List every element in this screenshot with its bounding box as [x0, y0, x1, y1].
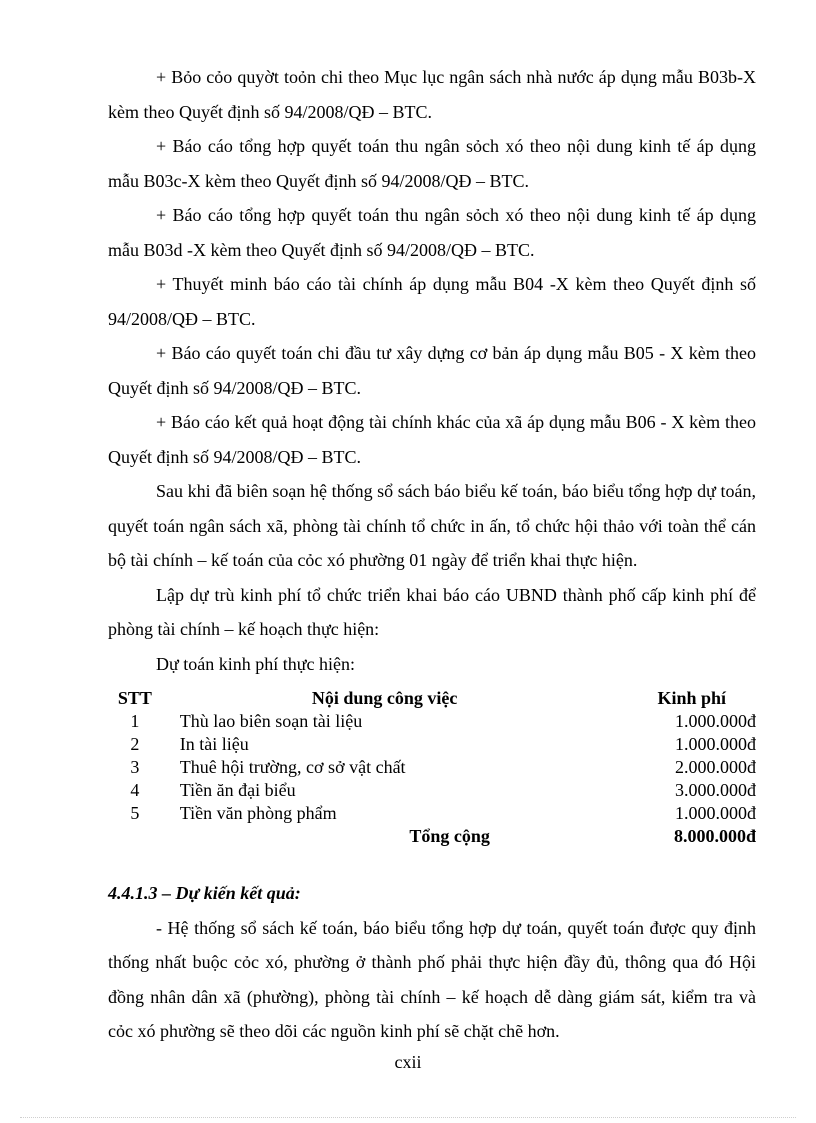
row-stt: 2 [130, 734, 140, 754]
paragraph-b03d: + Báo cáo tổng hợp quyết toán thu ngân sỏch xó theo nội dung kinh tế áp dụng mẫu B03d -X kèm theo Quyết định số 94/2008/QĐ – BTC. [108, 205, 756, 260]
header-content: Nội dung công việc [311, 688, 458, 708]
section-heading: 4.4.1.3 – Dự kiến kết quả: [108, 883, 301, 903]
table-row [108, 733, 756, 756]
row-stt: 5 [130, 803, 140, 823]
table-row [108, 779, 756, 802]
footer-divider [20, 1117, 796, 1118]
document-page [108, 60, 756, 1049]
table-row [108, 802, 756, 825]
paragraph-b03b: + Bỏo cỏo quyờt toỏn chi theo Mục lục ngân sách nhà nước áp dụng mẫu B03b-X kèm theo Quyết định số 94/2008/QĐ – BTC. [108, 67, 756, 122]
row-cost: 2.000.000đ [675, 757, 756, 777]
row-content: In tài liệu [179, 734, 249, 754]
row-cost: 1.000.000đ [675, 711, 756, 731]
row-cost: 1.000.000đ [675, 803, 756, 823]
header-stt: STT [117, 688, 152, 708]
table-row [108, 710, 756, 733]
paragraph-budget-plan: Lập dự trù kinh phí tổ chức triển khai báo cáo UBND thành phố cấp kinh phí để phòng tài chính – kế hoạch thực hiện: [108, 584, 756, 639]
row-content: Thuê hội trường, cơ sở vật chất [179, 757, 406, 777]
paragraph-after-compile: Sau khi đã biên soạn hệ thống sổ sách báo biểu kế toán, báo biểu tổng hợp dự toán, quyết toán ngân sách xã, phòng tài chính tổ chức in ấn, tổ chức hội thảo với toàn thể cán bộ tài chính – kế toán của cỏc xó phường 01 ngày để triển khai thực hiện. [108, 481, 756, 570]
paragraph-result: - Hệ thống sổ sách kế toán, báo biểu tổng hợp dự toán, quyết toán được quy định thống nhất buộc cỏc xó, phường ở thành phố phải thực hiện đầy đủ, thông qua đó Hội đồng nhân dân xã (phường), phòng tài chính – kế hoạch dễ dàng giám sát, kiểm tra và cỏc xó phường sẽ theo dõi các nguồn kinh phí sẽ chặt chẽ hơn. [108, 917, 756, 1041]
paragraph-b03c: + Báo cáo tổng hợp quyết toán thu ngân sỏch xó theo nội dung kinh tế áp dụng mẫu B03c-X kèm theo Quyết định số 94/2008/QĐ – BTC. [108, 136, 756, 191]
total-label: Tổng cộng [409, 826, 490, 846]
row-stt: 1 [130, 711, 140, 731]
row-content: Tiền ăn đại biểu [179, 780, 296, 800]
header-cost: Kinh phí [657, 688, 727, 708]
row-content: Tiền văn phòng phẩm [179, 803, 337, 823]
paragraph-b04: + Thuyết minh báo cáo tài chính áp dụng mẫu B04 -X kèm theo Quyết định số 94/2008/QĐ – BTC. [108, 274, 756, 329]
budget-table-header [108, 687, 756, 710]
paragraph-budget-intro: Dự toán kinh phí thực hiện: [156, 653, 355, 674]
row-cost: 3.000.000đ [675, 780, 756, 800]
total-row [108, 825, 756, 848]
row-cost: 1.000.000đ [675, 734, 756, 754]
row-stt: 4 [130, 780, 140, 800]
budget-table [108, 687, 756, 848]
total-empty-cell [108, 825, 162, 848]
paragraph-b05: + Báo cáo quyết toán chi đầu tư xây dựng cơ bản áp dụng mẫu B05 - X kèm theo Quyết định số 94/2008/QĐ – BTC. [108, 343, 756, 398]
row-stt: 3 [130, 757, 140, 777]
row-content: Thù lao biên soạn tài liệu [179, 711, 363, 731]
page-number: cxii [394, 1052, 422, 1072]
table-row [108, 756, 756, 779]
total-value: 8.000.000đ [673, 826, 756, 846]
paragraph-b06: + Báo cáo kết quả hoạt động tài chính khác của xã áp dụng mẫu B06 - X kèm theo Quyết định số 94/2008/QĐ – BTC. [108, 412, 756, 467]
